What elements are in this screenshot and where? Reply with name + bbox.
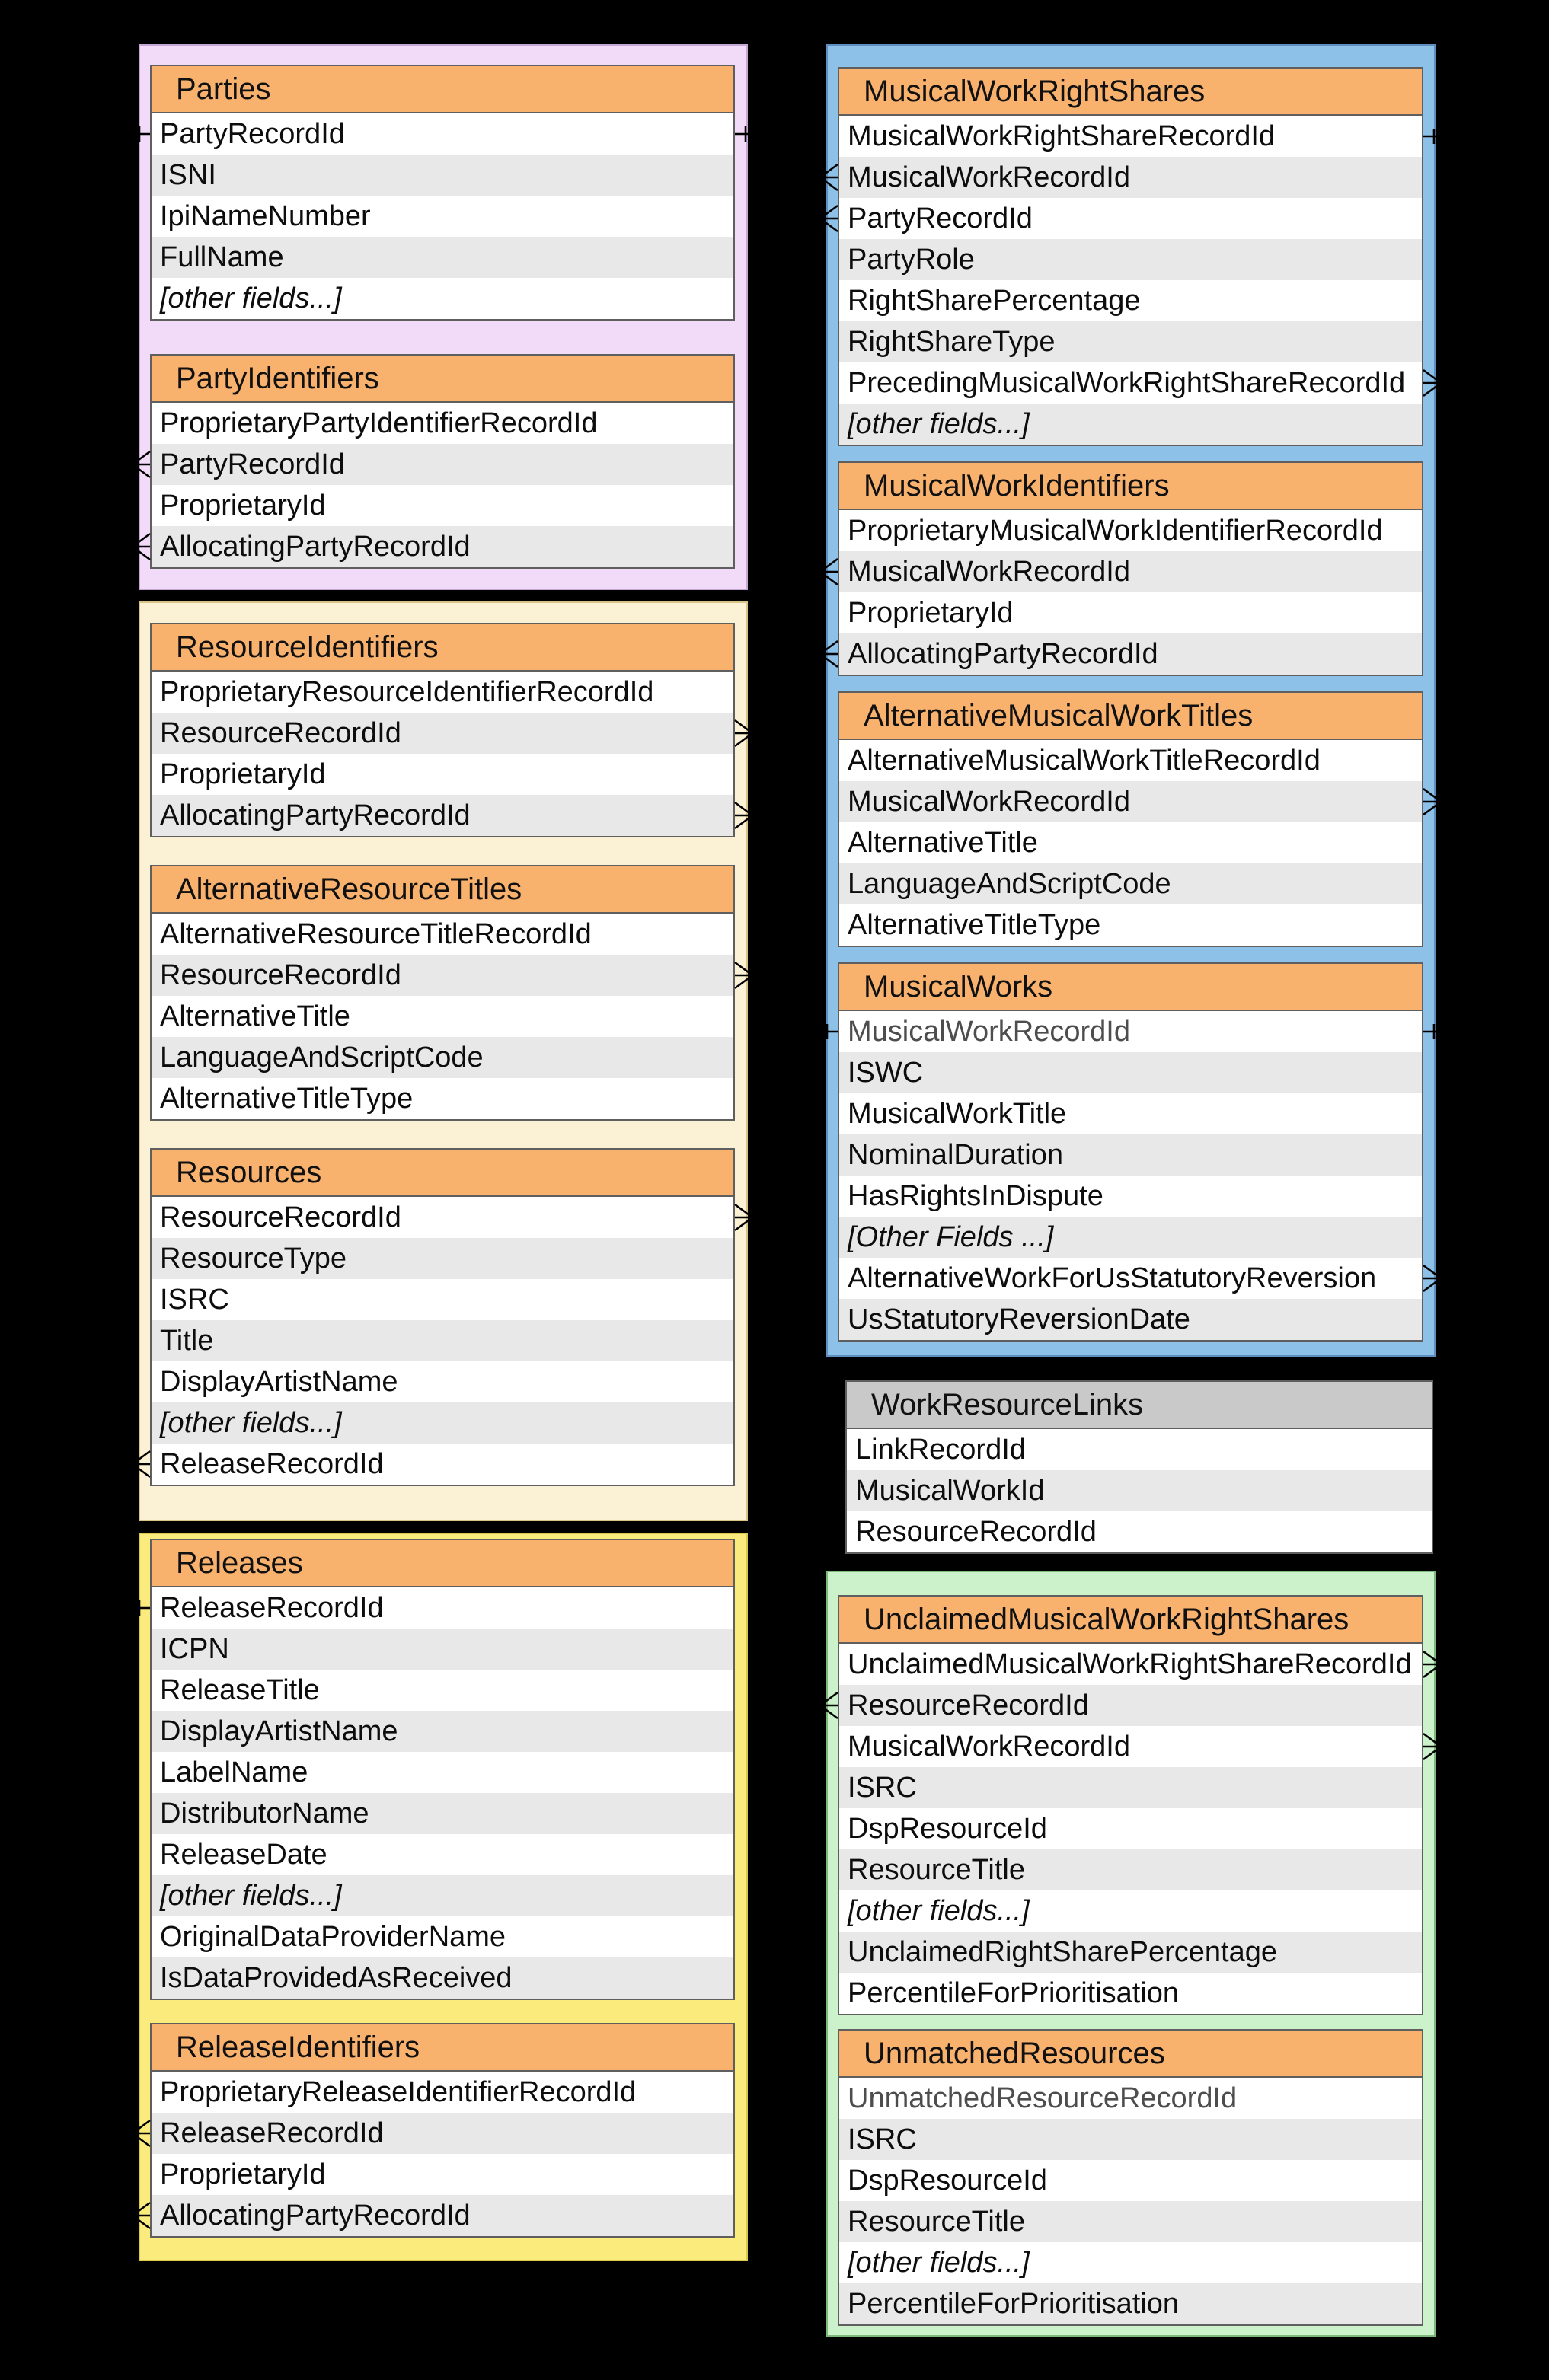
- field-row: UsStatutoryReversionDate: [839, 1299, 1422, 1340]
- table-musical-work-right-shares: [838, 67, 1423, 446]
- field-row: ISWC: [839, 1052, 1422, 1093]
- field-row: ProprietaryResourceIdentifierRecordId: [152, 672, 733, 713]
- table-releases: [150, 1539, 735, 2000]
- field-row: AlternativeMusicalWorkTitleRecordId: [839, 740, 1422, 781]
- table-title: ResourceIdentifiers: [152, 624, 733, 672]
- field-row: [other fields...]: [839, 2242, 1422, 2283]
- cardinality-one-icon: [824, 1524, 845, 1539]
- field-row: AllocatingPartyRecordId: [152, 526, 733, 567]
- field-row: DisplayArtistName: [152, 1711, 733, 1752]
- field-row: ProprietaryId: [152, 754, 733, 795]
- field-row: PrecedingMusicalWorkRightShareRecordId: [839, 362, 1422, 404]
- table-title: Releases: [152, 1540, 733, 1587]
- field-row: PercentileForPrioritisation: [839, 1973, 1422, 2014]
- field-row: DisplayArtistName: [152, 1361, 733, 1402]
- field-row: ReleaseDate: [152, 1834, 733, 1875]
- table-title: MusicalWorkIdentifiers: [839, 463, 1422, 510]
- field-row: ISRC: [839, 1767, 1422, 1808]
- table-title: UnclaimedMusicalWorkRightShares: [839, 1597, 1422, 1644]
- field-row: ICPN: [152, 1629, 733, 1670]
- field-row: MusicalWorkRecordId: [839, 781, 1422, 822]
- field-row: [other fields...]: [152, 1875, 733, 1916]
- table-title: PartyIdentifiers: [152, 356, 733, 403]
- field-row: MusicalWorkRecordId: [839, 1726, 1422, 1767]
- field-row: DistributorName: [152, 1793, 733, 1834]
- field-row: DspResourceId: [839, 1808, 1422, 1849]
- field-row: ISNI: [152, 155, 733, 196]
- table-parties: [150, 65, 735, 321]
- field-row: ProprietaryReleaseIdentifierRecordId: [152, 2072, 733, 2113]
- table-title: Resources: [152, 1150, 733, 1197]
- field-row: RightShareType: [839, 321, 1422, 362]
- field-row: ProprietaryMusicalWorkIdentifierRecordId: [839, 510, 1422, 551]
- field-row: AlternativeTitleType: [839, 904, 1422, 946]
- field-row: PartyRole: [839, 239, 1422, 280]
- field-row: ProprietaryId: [839, 592, 1422, 633]
- table-unmatched-resources: [838, 2029, 1423, 2326]
- field-row: AlternativeTitle: [839, 822, 1422, 863]
- field-row: PercentileForPrioritisation: [839, 2283, 1422, 2324]
- field-row: ReleaseRecordId: [152, 2113, 733, 2154]
- table-alternative-resource-titles: [150, 865, 735, 1121]
- table-work-resource-links: [845, 1380, 1433, 1554]
- field-row: UnclaimedRightSharePercentage: [839, 1932, 1422, 1973]
- table-unclaimed-musical-work-right-shares: [838, 1595, 1423, 2015]
- field-row: MusicalWorkRightShareRecordId: [839, 116, 1422, 157]
- table-title: MusicalWorkRightShares: [839, 69, 1422, 116]
- field-row: [other fields...]: [152, 278, 733, 319]
- field-row: Title: [152, 1320, 733, 1361]
- field-row: AllocatingPartyRecordId: [839, 633, 1422, 675]
- field-row: ReleaseTitle: [152, 1670, 733, 1711]
- field-row: LanguageAndScriptCode: [839, 863, 1422, 904]
- table-title: MusicalWorks: [839, 964, 1422, 1011]
- field-row: ResourceRecordId: [839, 1685, 1422, 1726]
- field-row: ResourceRecordId: [152, 1197, 733, 1238]
- field-row: ResourceRecordId: [152, 713, 733, 754]
- field-row: [other fields...]: [839, 404, 1422, 445]
- field-row: MusicalWorkRecordId: [839, 157, 1422, 198]
- field-row: ReleaseRecordId: [152, 1587, 733, 1629]
- field-row: ReleaseRecordId: [152, 1444, 733, 1485]
- field-row: MusicalWorkTitle: [839, 1093, 1422, 1134]
- field-row: UnmatchedResourceRecordId: [839, 2078, 1422, 2119]
- field-row: LanguageAndScriptCode: [152, 1037, 733, 1078]
- table-alternative-musical-work-titles: [838, 691, 1423, 947]
- field-row: IpiNameNumber: [152, 196, 733, 237]
- table-musical-works: [838, 962, 1423, 1342]
- field-row: PartyRecordId: [152, 113, 733, 155]
- field-row: NominalDuration: [839, 1134, 1422, 1176]
- table-title: Parties: [152, 66, 733, 113]
- table-party-identifiers: [150, 354, 735, 569]
- field-row: ResourceType: [152, 1238, 733, 1279]
- field-row: AlternativeResourceTitleRecordId: [152, 914, 733, 955]
- field-row: RightSharePercentage: [839, 280, 1422, 321]
- table-resources: [150, 1148, 735, 1486]
- field-row: LinkRecordId: [847, 1429, 1432, 1470]
- table-title: ReleaseIdentifiers: [152, 2024, 733, 2072]
- field-row: ResourceTitle: [839, 1849, 1422, 1890]
- field-row: ISRC: [152, 1279, 733, 1320]
- field-row: ProprietaryPartyIdentifierRecordId: [152, 403, 733, 444]
- field-row: ISRC: [839, 2119, 1422, 2160]
- field-row: PartyRecordId: [152, 444, 733, 485]
- table-title: AlternativeResourceTitles: [152, 866, 733, 914]
- field-row: AlternativeTitle: [152, 996, 733, 1037]
- field-row: ProprietaryId: [152, 2154, 733, 2195]
- field-row: LabelName: [152, 1752, 733, 1793]
- field-row: UnclaimedMusicalWorkRightShareRecordId: [839, 1644, 1422, 1685]
- field-row: MusicalWorkRecordId: [839, 1011, 1422, 1052]
- field-row: [Other Fields ...]: [839, 1217, 1422, 1258]
- field-row: ProprietaryId: [152, 485, 733, 526]
- field-row: [other fields...]: [152, 1402, 733, 1444]
- field-row: MusicalWorkRecordId: [839, 551, 1422, 592]
- field-row: DspResourceId: [839, 2160, 1422, 2201]
- table-title: AlternativeMusicalWorkTitles: [839, 693, 1422, 740]
- table-title: UnmatchedResources: [839, 2031, 1422, 2078]
- field-row: AlternativeWorkForUsStatutoryReversion: [839, 1258, 1422, 1299]
- field-row: OriginalDataProviderName: [152, 1916, 733, 1957]
- field-row: IsDataProvidedAsReceived: [152, 1957, 733, 1999]
- table-title: WorkResourceLinks: [847, 1382, 1432, 1429]
- field-row: HasRightsInDispute: [839, 1176, 1422, 1217]
- field-row: [other fields...]: [839, 1890, 1422, 1932]
- field-row: AlternativeTitleType: [152, 1078, 733, 1119]
- field-row: MusicalWorkId: [847, 1470, 1432, 1511]
- table-release-identifiers: [150, 2023, 735, 2238]
- field-row: ResourceRecordId: [152, 955, 733, 996]
- field-row: FullName: [152, 237, 733, 278]
- field-row: ResourceRecordId: [847, 1511, 1432, 1552]
- field-row: ResourceTitle: [839, 2201, 1422, 2242]
- field-row: AllocatingPartyRecordId: [152, 2195, 733, 2236]
- field-row: AllocatingPartyRecordId: [152, 795, 733, 836]
- table-resource-identifiers: [150, 623, 735, 837]
- field-row: PartyRecordId: [839, 198, 1422, 239]
- table-musical-work-identifiers: [838, 461, 1423, 676]
